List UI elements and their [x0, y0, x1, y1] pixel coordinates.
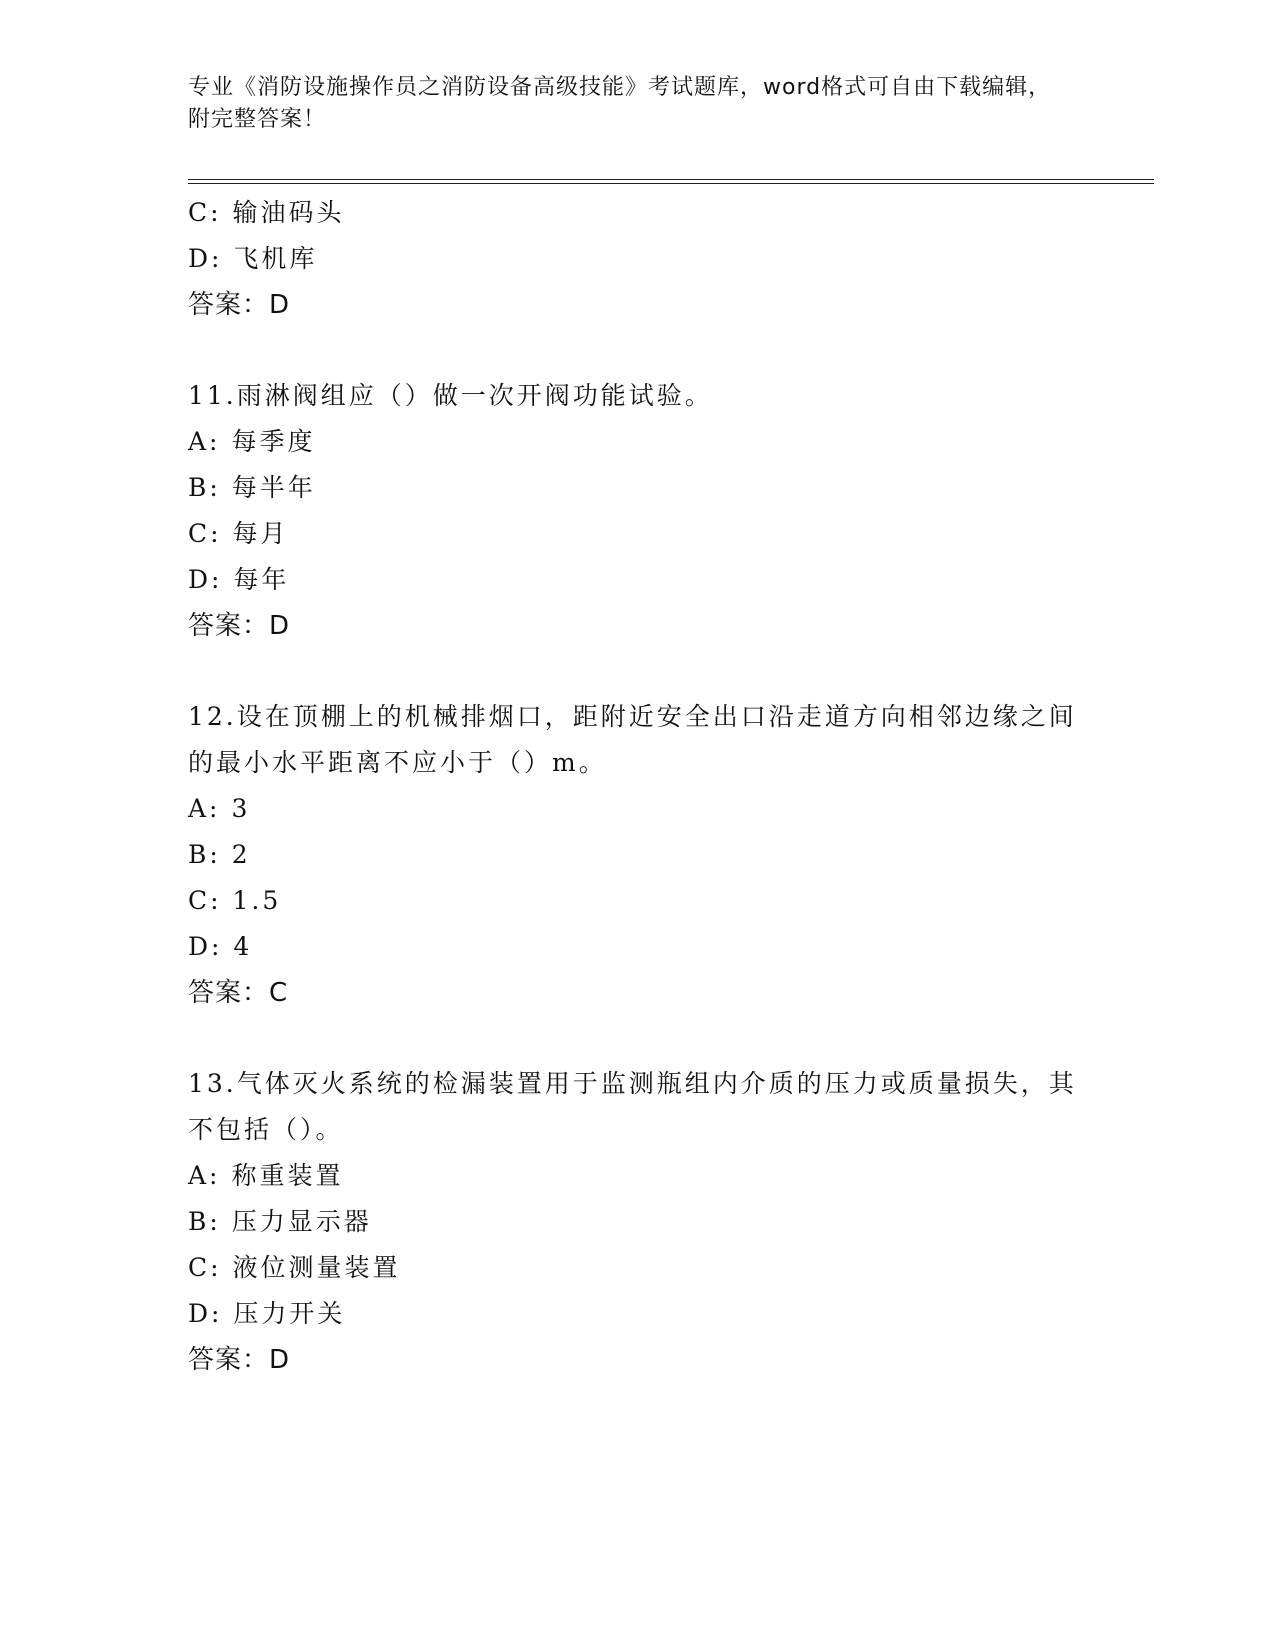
answer-line — [188, 970, 1088, 1016]
question-12 — [188, 694, 1088, 1016]
question-stem: 12.设在顶棚上的机械排烟口，距附近安全出口沿走道方向相邻边缘之间的最小水平距离不应小于（）m。 — [188, 702, 1077, 777]
header-divider-top — [188, 179, 1154, 180]
option-label: A: — [188, 1161, 221, 1190]
answer-value: C — [269, 978, 289, 1008]
answer-line — [188, 1337, 1088, 1383]
option-text: 每半年 — [231, 473, 316, 502]
option-d — [188, 236, 1088, 282]
option-d — [188, 557, 1088, 603]
option-text: 飞机库 — [233, 244, 318, 273]
answer-label: 答案： — [188, 978, 270, 1008]
option-text: 输油码头 — [232, 198, 345, 227]
option-text: 称重装置 — [231, 1161, 344, 1190]
spacer — [188, 649, 1088, 694]
option-label: C: — [188, 519, 222, 548]
option-label: A: — [188, 427, 221, 456]
option-label: B: — [188, 840, 221, 869]
option-text: 3 — [231, 794, 251, 823]
option-text: 每月 — [232, 519, 289, 548]
option-label: C: — [188, 886, 222, 915]
option-d — [188, 1291, 1088, 1337]
question-partial — [188, 190, 1088, 328]
question-list — [188, 190, 1088, 1383]
option-text: 压力显示器 — [231, 1207, 372, 1236]
option-c — [188, 511, 1088, 557]
option-b — [188, 832, 1088, 878]
option-text: 液位测量装置 — [232, 1253, 401, 1282]
option-label: C: — [188, 1253, 222, 1282]
option-c — [188, 1245, 1088, 1291]
question-stem: 11.雨淋阀组应（）做一次开阀功能试验。 — [188, 381, 713, 410]
question-11 — [188, 373, 1088, 649]
option-c — [188, 878, 1088, 924]
option-a — [188, 1153, 1088, 1199]
option-label: D: — [188, 244, 223, 273]
answer-value: D — [269, 1345, 291, 1375]
option-label: A: — [188, 794, 221, 823]
question-13 — [188, 1061, 1088, 1383]
answer-line — [188, 282, 1088, 328]
spacer — [188, 1016, 1088, 1061]
header-divider-bottom — [188, 183, 1154, 184]
option-label: D: — [188, 1299, 223, 1328]
document-header: 专业《消防设施操作员之消防设备高级技能》考试题库，word格式可自由下载编辑，附完整答案！ — [188, 75, 1052, 132]
option-label: B: — [188, 1207, 221, 1236]
option-text: 压力开关 — [233, 1299, 346, 1328]
option-label: D: — [188, 932, 223, 961]
option-label: C: — [188, 198, 222, 227]
answer-label: 答案： — [188, 1345, 270, 1375]
option-c — [188, 190, 1088, 236]
option-d — [188, 924, 1088, 970]
answer-label: 答案： — [188, 290, 270, 320]
option-a — [188, 419, 1088, 465]
answer-line — [188, 603, 1088, 649]
option-text: 1.5 — [232, 886, 282, 915]
spacer — [188, 328, 1088, 373]
option-label: D: — [188, 565, 223, 594]
option-text: 每年 — [233, 565, 290, 594]
answer-value: D — [269, 290, 291, 320]
option-text: 2 — [231, 840, 251, 869]
option-a — [188, 786, 1088, 832]
option-text: 4 — [233, 932, 253, 961]
question-stem: 13.气体灭火系统的检漏装置用于监测瓶组内介质的压力或质量损失，其不包括（）。 — [188, 1069, 1077, 1144]
option-b — [188, 1199, 1088, 1245]
option-text: 每季度 — [231, 427, 316, 456]
answer-value: D — [269, 611, 291, 641]
answer-label: 答案： — [188, 611, 270, 641]
option-label: B: — [188, 473, 221, 502]
option-b — [188, 465, 1088, 511]
